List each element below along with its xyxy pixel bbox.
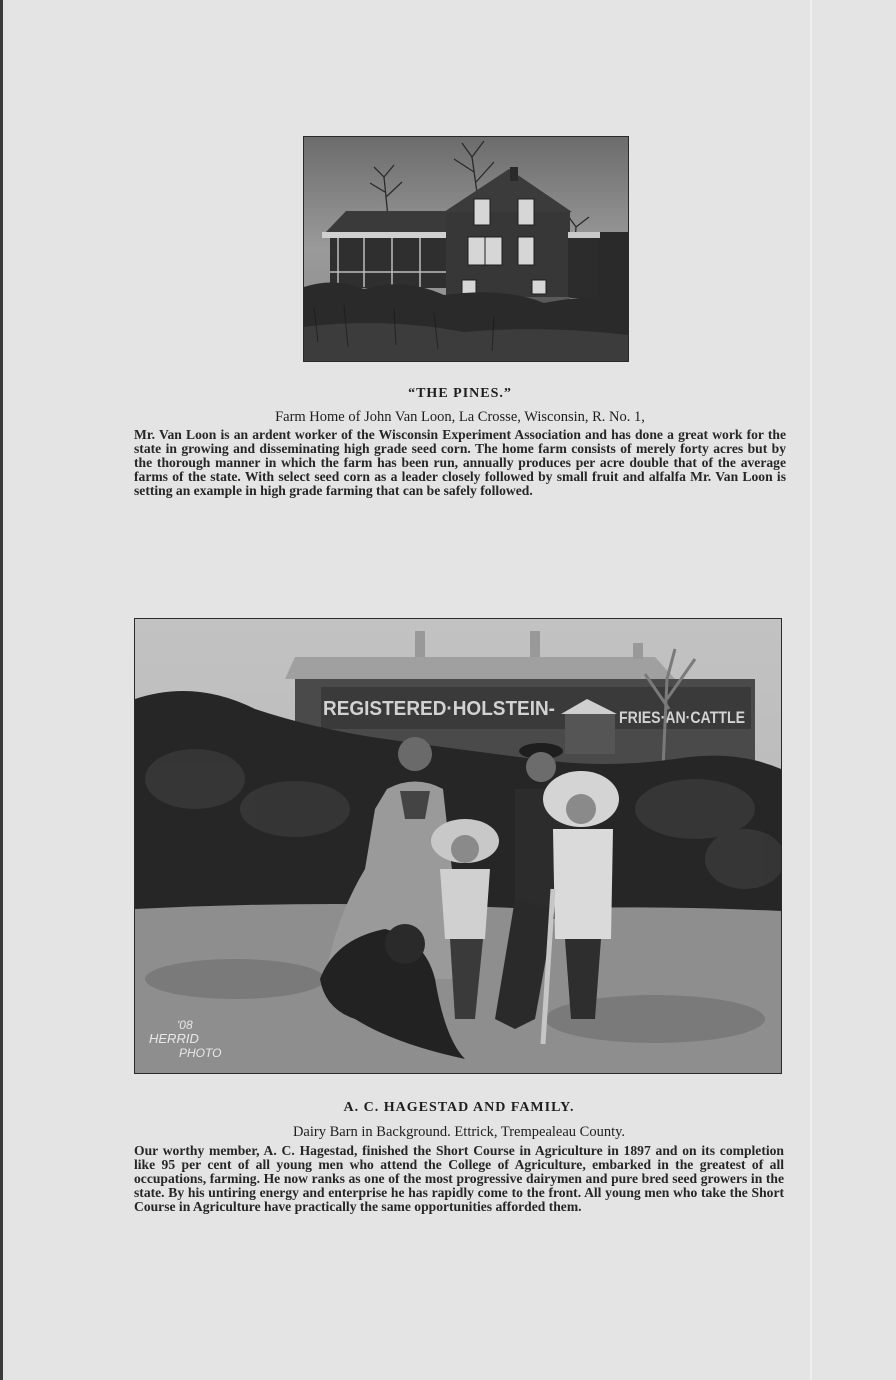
page-scan-stripe bbox=[810, 0, 812, 1380]
section-title: A. C. HAGESTAD AND FAMILY. bbox=[343, 1100, 575, 1115]
svg-text:'08: '08 bbox=[177, 1018, 193, 1032]
family-photo bbox=[134, 618, 782, 1074]
family-barn-illustration bbox=[135, 619, 781, 1073]
page-binding-edge bbox=[0, 0, 3, 1380]
farm-house-photo bbox=[303, 136, 629, 362]
farm-house-illustration bbox=[304, 137, 628, 361]
farm-house-caption bbox=[134, 386, 786, 498]
section-subtitle: Farm Home of John Van Loon, La Crosse, Wisconsin, R. No. 1, bbox=[275, 409, 645, 425]
section-subtitle: Dairy Barn in Background. Ettrick, Trempealeau County. bbox=[292, 1124, 626, 1140]
barn-sign-right: FRIES·AN·CATTLE bbox=[619, 708, 745, 727]
svg-text:HERRID: HERRID bbox=[149, 1031, 199, 1046]
section-title: “THE PINES.” bbox=[408, 386, 512, 401]
svg-text:PHOTO: PHOTO bbox=[179, 1046, 222, 1060]
family-caption bbox=[134, 1100, 784, 1214]
section-body: Our worthy member, A. C. Hagestad, finished the Short Course in Agriculture in 1897 and on its completion like 95 per cent of all young men who attend the College of Agriculture, embarked in the greatest of all occupations, farming. He now ranks as one of the most progressive dairymen and pure bred seed growers in the state. By his untiring energy and enterprise he has rapidly come to the front. All young men who take the Short Course in Agriculture have practically the same opportunities afforded them. bbox=[134, 1143, 784, 1214]
section-body: Mr. Van Loon is an ardent worker of the Wisconsin Experiment Association and has done a great work for the state in growing and disseminating high grade seed corn. The home farm consists of merely forty acres but by the thorough manner in which the farm has been run, annually produces per acre double that of the average farms of the state. With select seed corn as a leader closely followed by small fruit and alfalfa Mr. Van Loon is setting an example in high grade farming that can be safely followed. bbox=[134, 427, 786, 498]
barn-sign-left: REGISTERED·HOLSTEIN- bbox=[323, 698, 555, 720]
